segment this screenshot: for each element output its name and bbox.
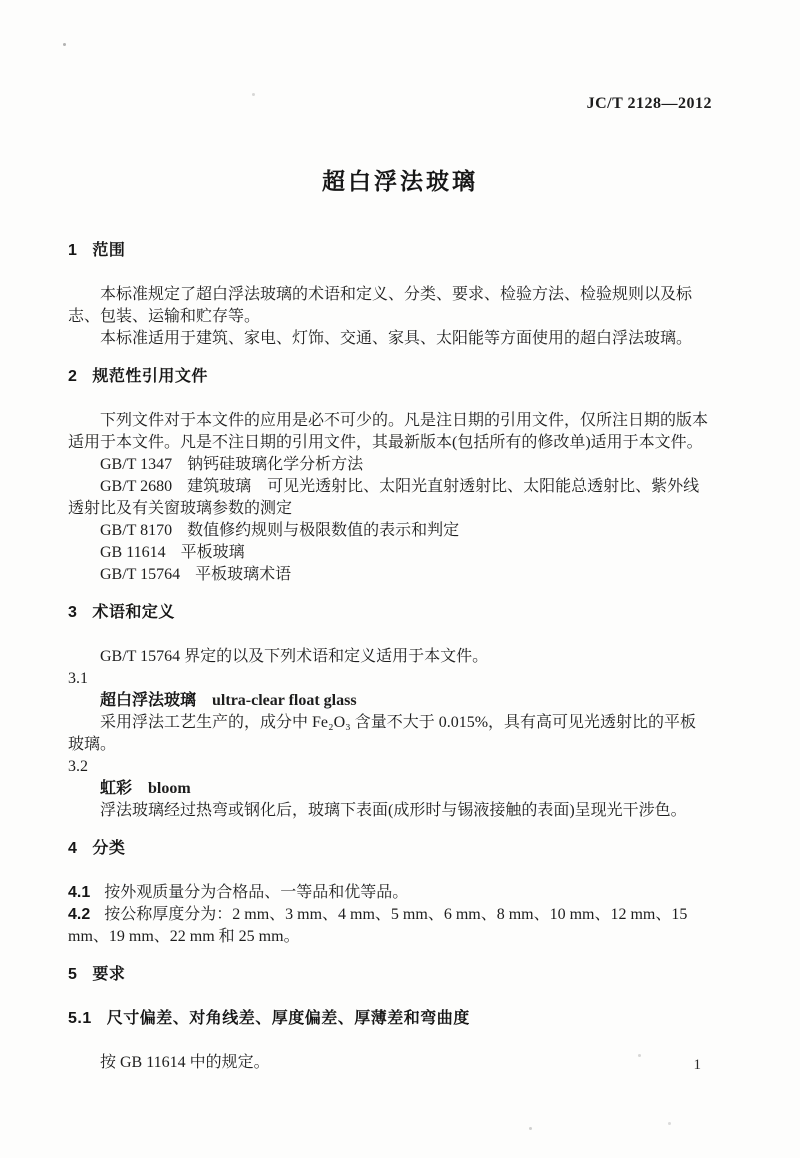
page-number: 1 — [693, 1057, 701, 1073]
reference-item — [68, 520, 712, 542]
clause-number: 4.1 — [68, 884, 91, 901]
reference-code: GB/T 15764 — [100, 566, 181, 583]
term-number: 3.1 — [68, 670, 88, 687]
reference-code: GB/T 2680 — [100, 478, 173, 495]
reference-item — [68, 454, 712, 476]
document-title: 超白浮法玻璃 — [322, 168, 478, 194]
paragraph: 按 GB 11614 中的规定。 — [100, 1054, 270, 1071]
section-number: 2 — [68, 368, 78, 385]
clause — [68, 882, 712, 904]
section-number: 1 — [68, 242, 78, 259]
reference-code: GB/T 1347 — [100, 456, 173, 473]
reference-item — [68, 564, 712, 586]
reference-item — [68, 542, 712, 564]
clause — [68, 904, 712, 948]
term-name: 虹彩 — [100, 780, 133, 797]
clause-number: 4.2 — [68, 906, 91, 923]
reference-title: 建筑玻璃 可见光透射比、太阳光直射透射比、太阳能总透射比、紫外线透射比及有关窗玻璃参数的测定 — [68, 478, 700, 517]
scan-speck — [63, 43, 66, 46]
scan-speck — [668, 1122, 671, 1125]
section-label: 范围 — [92, 242, 126, 259]
term-entry — [68, 690, 712, 712]
section-label: 要求 — [92, 966, 126, 983]
section-number: 3 — [68, 604, 78, 621]
reference-title: 数值修约规则与极限数值的表示和判定 — [187, 522, 460, 539]
paragraph: 本标准规定了超白浮法玻璃的术语和定义、分类、要求、检验方法、检验规则以及标志、包装、运输和贮存等。 — [68, 286, 693, 325]
section-heading-1 — [68, 240, 712, 262]
standard-number: JC/T 2128—2012 — [586, 95, 712, 112]
section-heading-3 — [68, 602, 712, 624]
reference-code: GB 11614 — [100, 544, 166, 561]
term-definition: 浮法玻璃经过热弯或钢化后，玻璃下表面(成形时与锡液接触的表面)呈现光干涉色。 — [100, 802, 687, 819]
scan-speck — [638, 1054, 641, 1057]
scan-speck — [252, 93, 255, 96]
section-number: 5 — [68, 966, 78, 983]
term-name: 超白浮法玻璃 — [100, 692, 197, 709]
section-heading-5 — [68, 964, 712, 986]
section-label: 术语和定义 — [92, 604, 175, 621]
section-heading-2 — [68, 366, 712, 388]
reference-title: 平板玻璃 — [180, 544, 245, 561]
paragraph: GB/T 15764 界定的以及下列术语和定义适用于本文件。 — [100, 648, 489, 665]
section-heading-4 — [68, 838, 712, 860]
reference-title: 平板玻璃术语 — [195, 566, 292, 583]
reference-item — [68, 476, 712, 520]
document-body — [68, 240, 712, 1074]
term-entry — [68, 778, 712, 800]
term-definition: 采用浮法工艺生产的，成分中 Fe₂O₃ 含量不大于 0.015%，具有高可见光透射比的平板玻璃。 — [68, 714, 697, 753]
term-number: 3.2 — [68, 758, 88, 775]
term-name-english: bloom — [148, 780, 191, 797]
term-name-english: ultra-clear float glass — [212, 692, 357, 709]
subsection-number: 5.1 — [68, 1010, 92, 1027]
clause-text: 按公称厚度分为：2 mm、3 mm、4 mm、5 mm、6 mm、8 mm、10 mm、12 mm、15 mm、19 mm、22 mm 和 25 mm。 — [68, 906, 688, 945]
scan-speck — [529, 1127, 532, 1130]
subsection-label: 尺寸偏差、对角线差、厚度偏差、厚薄差和弯曲度 — [106, 1010, 470, 1027]
reference-code: GB/T 8170 — [100, 522, 173, 539]
section-label: 分类 — [92, 840, 126, 857]
paragraph: 本标准适用于建筑、家电、灯饰、交通、家具、太阳能等方面使用的超白浮法玻璃。 — [100, 330, 693, 347]
section-label: 规范性引用文件 — [92, 368, 208, 385]
reference-title: 钠钙硅玻璃化学分析方法 — [187, 456, 364, 473]
clause-text: 按外观质量分为合格品、一等品和优等品。 — [104, 884, 409, 901]
subsection-heading-5-1 — [68, 1008, 712, 1030]
paragraph: 下列文件对于本文件的应用是必不可少的。凡是注日期的引用文件，仅所注日期的版本适用于本文件。凡是不注日期的引用文件，其最新版本(包括所有的修改单)适用于本文件。 — [68, 412, 709, 451]
section-number: 4 — [68, 840, 78, 857]
